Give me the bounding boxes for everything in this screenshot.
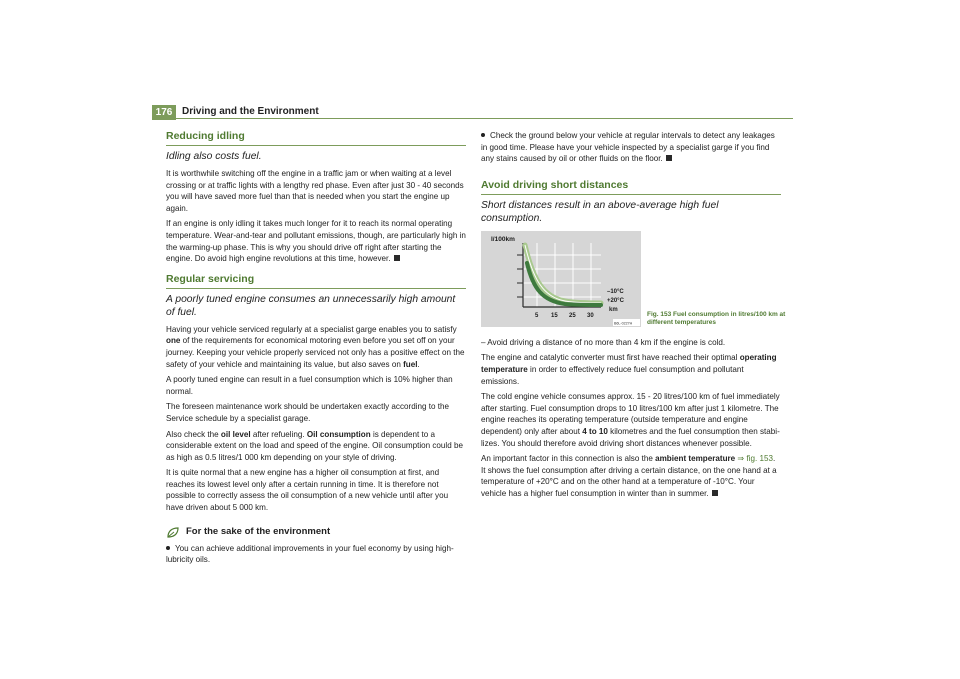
section-subtitle: A poorly tuned engine consumes an unnecessarily high amount of fuel. (166, 293, 456, 318)
section-end-icon (666, 155, 672, 161)
fuel-consumption-diagram (481, 231, 641, 327)
environment-note-text: You can achieve additional improvements in your fuel economy by using high-lubricity oils. (166, 543, 454, 565)
x-axis-unit: km (609, 306, 618, 313)
paragraph: The cold engine vehicle consumes approx. 15 - 20 litres/100 km of fuel immediately after starting. Fuel consumption drops to 10 litres/100 km after just 1 kilometre. The engine reaches its operating temperature (outside temperature and engine dependent) only after about 4 to 10 kilometres and the fuel consumption then stabilizes. You should therefore avoid driving short distances whenever possible. (481, 392, 780, 448)
section-end-icon (394, 255, 400, 261)
section-end-icon (712, 490, 718, 496)
bullet-icon (481, 133, 485, 137)
section-regular-servicing (166, 273, 466, 514)
paragraph: Also check the oil level after refueling. Oil consumption is dependent to a considerable extent on the load and speed of the engine. Oil consumption could be as high as 0.5 litres/1 000 km depending on your style of driving. (166, 429, 463, 462)
environment-note-title: For the sake of the environment (186, 526, 331, 538)
y-axis-label: l/100km (491, 235, 515, 243)
section-title: Regular servicing (166, 273, 466, 289)
header-rule (176, 118, 793, 119)
environment-note-heading (166, 526, 466, 539)
environment-leaf-icon (166, 526, 180, 539)
section-reducing-idling (166, 130, 466, 265)
section-title: Avoid driving short distances (481, 179, 781, 195)
section-short-distances (481, 178, 786, 500)
figure-caption: Fig. 153 Fuel consumption in litres/100 km at different temperatures (647, 310, 786, 326)
bullet-icon (166, 546, 170, 550)
x-tick: 15 (551, 312, 558, 319)
x-tick: 5 (535, 312, 539, 319)
left-column (166, 130, 466, 570)
legend-minus-10: –10°C (607, 288, 624, 295)
paragraph: A poorly tuned engine can result in a fuel consumption which is 10% higher than normal. (166, 375, 453, 396)
paragraph: Check the ground below your vehicle at regular intervals to detect any leakages in good time. Please have your vehicle inspected by a specialist garge if you find any stains caused by oil or other fluids on the floor. (481, 131, 775, 164)
right-column (481, 130, 786, 504)
page-number: 176 (152, 105, 176, 120)
paragraph: An important factor in this connection is also the ambient temperature ⇒ fig. 153. It shows the fuel consumption after driving a certain distance, on the one hand at a temperature of +20°C and on the other hand at a temperature of -10°C. Your vehicle has a higher fuel consumption in winter than in summer. (481, 454, 777, 498)
paragraph: Having your vehicle serviced regularly at a specialist garge enables you to satisfy one of the requirements for economical motoring even before you set off on your journey. Keeping your vehicle properly serviced not only has a positive effect on the safety of your vehicle and maintaining its value, but also saves on fuel. (166, 324, 465, 369)
x-tick: 30 (587, 312, 594, 319)
instruction-item: – Avoid driving a distance of no more than 4 km if the engine is cold. (481, 337, 726, 347)
paragraph: If an engine is only idling it takes much longer for it to reach its normal operating temperature. Wear-and-tear and pollutant emissions, though, are particularly high in the warming-up phase. This is why you should drive off right after starting the engine. Do avoid high engine revolutions at this time, however. (166, 219, 466, 264)
paragraph: It is quite normal that a new engine has a higher oil consumption at first, and reaches its lowest level only after a certain running in time. It is therefore not possible to correctly assess the oil consumption of a new vehicle until after you have driven about 5 000 km. (166, 468, 449, 513)
figure-153 (481, 231, 786, 327)
figure-reference-link[interactable]: ⇒ fig. 153 (737, 454, 774, 464)
section-subtitle: Short distances result in an above-average high fuel consumption. (481, 199, 719, 224)
paragraph: The engine and catalytic converter must first have reached their optimal operating temperature in order to effectively reduce fuel consumption and pollutant emissions. (481, 353, 777, 386)
x-tick: 25 (569, 312, 576, 319)
running-header: Driving and the Environment (182, 106, 319, 117)
section-title: Reducing idling (166, 130, 466, 146)
section-subtitle: Idling also costs fuel. (166, 151, 262, 162)
legend-plus-20: +20°C (607, 297, 624, 304)
figure-code: B6L-0227H (614, 321, 633, 326)
paragraph: The foreseen maintenance work should be undertaken exactly according to the Service schedule by a specialist garage. (166, 402, 450, 423)
paragraph: It is worthwhile switching off the engine in a traffic jam or when waiting at a level crossing or at traffic lights with a lengthy red phase. Even after just 30 - 40 seconds you will have saved more fuel than that is needed when you start the engine up again. (166, 169, 464, 213)
